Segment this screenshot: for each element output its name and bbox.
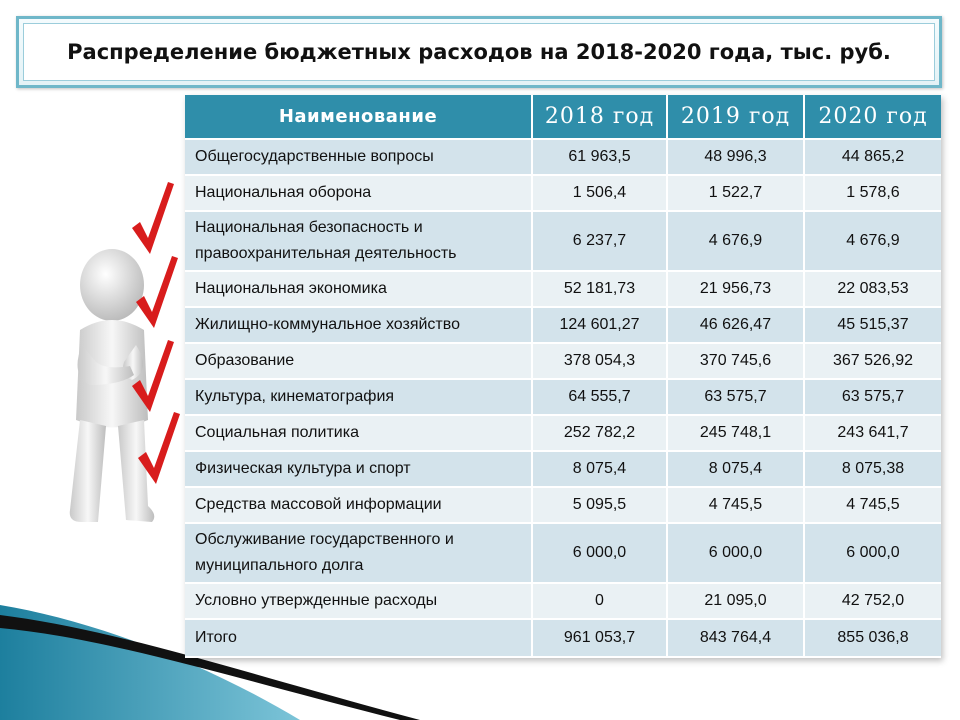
column-header-2019: 2019 год — [667, 95, 804, 139]
table-row — [185, 139, 941, 175]
value-2019: 1 522,7 — [667, 175, 804, 211]
table-row — [185, 379, 941, 415]
value-2018: 64 555,7 — [532, 379, 667, 415]
thinking-person-icon — [40, 170, 200, 540]
value-2018: 1 506,4 — [532, 175, 667, 211]
row-name: Общегосударственные вопросы — [185, 139, 532, 175]
table-row — [185, 523, 941, 583]
table-row — [185, 343, 941, 379]
budget-table — [185, 95, 941, 658]
row-name: Социальная политика — [185, 415, 532, 451]
value-2020: 4 676,9 — [804, 211, 941, 271]
table-row — [185, 487, 941, 523]
table-row-total — [185, 619, 941, 657]
value-2018: 124 601,27 — [532, 307, 667, 343]
value-2020: 6 000,0 — [804, 523, 941, 583]
value-2018: 252 782,2 — [532, 415, 667, 451]
title-box — [16, 16, 942, 88]
row-name: Культура, кинематография — [185, 379, 532, 415]
value-2020: 42 752,0 — [804, 583, 941, 619]
value-2019: 4 745,5 — [667, 487, 804, 523]
row-name: Национальная безопасность и правоохранительная деятельность — [185, 211, 532, 271]
value-2019: 370 745,6 — [667, 343, 804, 379]
value-2018: 6 237,7 — [532, 211, 667, 271]
row-name: Обслуживание государственного и муниципального долга — [185, 523, 532, 583]
value-2018: 0 — [532, 583, 667, 619]
value-2019: 245 748,1 — [667, 415, 804, 451]
column-header-name: Наименование — [185, 95, 532, 139]
value-2020: 855 036,8 — [804, 619, 941, 657]
value-2019: 48 996,3 — [667, 139, 804, 175]
row-name: Национальная оборона — [185, 175, 532, 211]
row-name: Образование — [185, 343, 532, 379]
value-2018: 8 075,4 — [532, 451, 667, 487]
value-2018: 52 181,73 — [532, 271, 667, 307]
column-header-2018: 2018 год — [532, 95, 667, 139]
value-2019: 63 575,7 — [667, 379, 804, 415]
value-2019: 4 676,9 — [667, 211, 804, 271]
table-row — [185, 175, 941, 211]
row-name: Жилищно-коммунальное хозяйство — [185, 307, 532, 343]
value-2020: 22 083,53 — [804, 271, 941, 307]
value-2019: 8 075,4 — [667, 451, 804, 487]
value-2020: 243 641,7 — [804, 415, 941, 451]
table-row — [185, 415, 941, 451]
value-2018: 961 053,7 — [532, 619, 667, 657]
table-row — [185, 307, 941, 343]
value-2019: 843 764,4 — [667, 619, 804, 657]
column-header-2020: 2020 год — [804, 95, 941, 139]
page-title: Распределение бюджетных расходов на 2018-2020 года, тыс. руб. — [67, 40, 891, 64]
value-2018: 378 054,3 — [532, 343, 667, 379]
value-2019: 21 095,0 — [667, 583, 804, 619]
value-2020: 44 865,2 — [804, 139, 941, 175]
row-name: Физическая культура и спорт — [185, 451, 532, 487]
value-2018: 5 095,5 — [532, 487, 667, 523]
value-2020: 1 578,6 — [804, 175, 941, 211]
value-2019: 46 626,47 — [667, 307, 804, 343]
value-2018: 61 963,5 — [532, 139, 667, 175]
value-2020: 45 515,37 — [804, 307, 941, 343]
table-row — [185, 583, 941, 619]
table-row — [185, 211, 941, 271]
row-name: Условно утвержденные расходы — [185, 583, 532, 619]
row-name: Средства массовой информации — [185, 487, 532, 523]
table-row — [185, 451, 941, 487]
table-row — [185, 271, 941, 307]
value-2020: 367 526,92 — [804, 343, 941, 379]
value-2019: 6 000,0 — [667, 523, 804, 583]
value-2018: 6 000,0 — [532, 523, 667, 583]
title-inner — [23, 23, 935, 81]
value-2020: 4 745,5 — [804, 487, 941, 523]
row-name: Итого — [185, 619, 532, 657]
table-header-row — [185, 95, 941, 139]
value-2020: 63 575,7 — [804, 379, 941, 415]
value-2020: 8 075,38 — [804, 451, 941, 487]
row-name: Национальная экономика — [185, 271, 532, 307]
value-2019: 21 956,73 — [667, 271, 804, 307]
